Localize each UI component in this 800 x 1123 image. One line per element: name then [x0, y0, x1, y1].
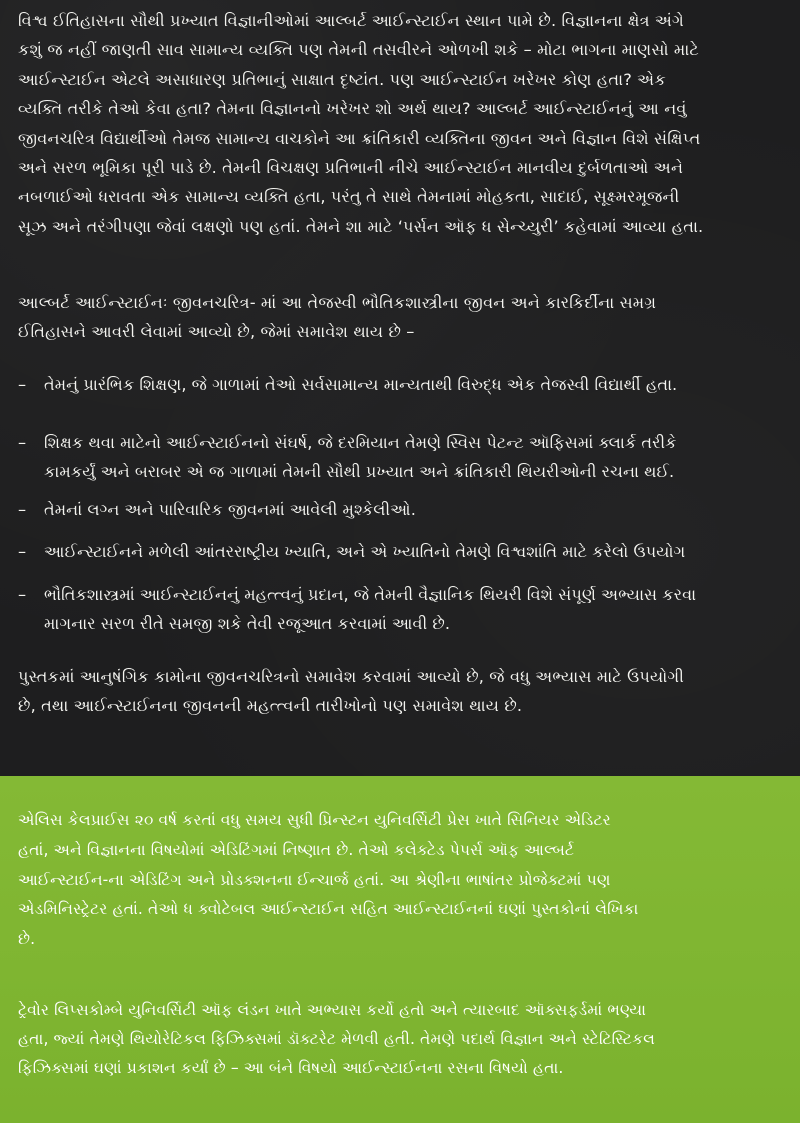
contents-intro-paragraph: [18, 288, 656, 347]
bullet-text: તેમનું પ્રારંભિક શિક્ષણ, જે ગાળામાં તેઓ સર્વસામાન્ય માન્યતાથી વિરુદ્ધ એક તેજસ્વી વિદ્યાર્થી હતા.: [44, 375, 678, 394]
text-line: ટ્રેવોર લિપ્સકોમ્બે યુનિવર્સિટી ઑફ લંડન ખાતે અભ્યાસ કર્યો હતો અને ત્યારબાદ ઑક્સફર્ડમાં ભણ્યા: [18, 1001, 647, 1019]
intro-paragraph: [18, 6, 703, 241]
bullet-text: તેમનાં લગ્ન અને પારિવારિક જીવનમાં આવેલી મુશ્કેલીઓ.: [44, 500, 416, 519]
author-bio-lipscombe: [18, 996, 655, 1084]
text-line: વિશ્વ ઈતિહાસના સૌથી પ્રખ્યાત વિજ્ઞાનીઓમાં આલ્બર્ટ આઈન્સ્ટાઈન સ્થાન પામે છે. વિજ્ઞાનના ક્ષેત્ર અંગે: [18, 11, 684, 30]
text-line: વ્યક્તિ તરીકે તેઓ કેવા હતા? તેમના વિજ્ઞાનનો ખરેખર શો અર્થ થાય? આલ્બર્ટ આઈન્સ્ટાઈનનું આ નવું: [18, 99, 687, 119]
text-line: સૂઝ અને તરંગીપણા જેવાં લક્ષણો પણ હતાં. તેમને શા માટે ‘પર્સન ઑફ ધ સેન્ચ્યુરી’ કહેવામાં આવ્યા હતા.: [18, 216, 704, 236]
bullet-text: શિક્ષક થવા માટેનો આઈન્સ્ટાઈનનો સંઘર્ષ, જે દરમિયાન તેમણે સ્વિસ પેટન્ટ ઑફિસમાં ક્લાર્ક તરીકે: [44, 433, 677, 452]
text-line: અને સરળ ભૂમિકા પૂરી પાડે છે. તેમની વિચક્ષણ પ્રતિભાની નીચે આઈન્સ્ટાઈન માનવીય દુર્બળતાઓ અને: [18, 158, 684, 178]
text-line: જીવનચરિત્ર વિદ્યાર્થીઓ તેમજ સામાન્ય વાચકોને આ ક્રાંતિકારી વ્યક્તિના જીવન અને વિજ્ઞાન વિશે સંક્ષિપ્ત: [18, 128, 701, 148]
text-line: ઈતિહાસને આવરી લેવામાં આવ્યો છે, જેમાં સમાવેશ થાય છે –: [18, 322, 415, 342]
text-line: આઈન્સ્ટાઈન-ના એડિટિંગ અને પ્રોડક્શનના ઈન્ચાર્જ હતાં. આ શ્રેણીના ભાષાંતર પ્રોજેક્ટમાં પણ: [18, 870, 611, 889]
text-line: છે, તથા આઈન્સ્ટાઈનના જીવનની મહત્ત્વની તારીખોનો પણ સમાવેશ થાય છે.: [18, 696, 523, 716]
text-line: છે.: [18, 930, 36, 949]
bullet-text: કામકર્યું અને બરાબર એ જ ગાળામાં તેમની સૌથી પ્રખ્યાત અને ક્રાંતિકારી થિયરીઓની રચના થઈ.: [44, 462, 675, 482]
text-line: એડમિનિસ્ટ્રેટર હતાં. તેઓ ધ ક્વોટેબલ આઈન્સ્ટાઈન સહિત આઈન્સ્ટાઈનનાં ઘણાં પુસ્તકોનાં લેખિકા: [18, 900, 639, 919]
author-bio-kelprice: [18, 806, 638, 955]
text-line: એલિસ કેલપ્રાઈસ ૨૦ વર્ષ કરતાં વધુ સમય સુધી પ્રિન્સ્ટન યુનિવર્સિટી પ્રેસ ખાતે સિનિયર એડિટર: [18, 811, 611, 829]
text-line: આલ્બર્ટ આઈન્સ્ટાઈનઃ જીવનચરિત્ર- માં આ તેજસ્વી ભૌતિકશાસ્ત્રીના જીવન અને કારકિર્દીના સમગ્ર: [18, 293, 657, 312]
bullet-dash: –: [18, 433, 27, 452]
bullet-dash: –: [18, 542, 27, 561]
text-line: હતા, જ્યાં તેમણે થિયોરેટિકલ ફિઝિક્સમાં ડૉક્ટરેટ મેળવી હતી. તેમણે પદાર્થ વિજ્ઞાન અને સ્ટેટિસ્ટિકલ: [18, 1030, 656, 1049]
text-line: ફિઝિક્સમાં ઘણાં પ્રકાશન કર્યાં છે – આ બંને વિષયો આઈન્સ્ટાઈનના રસના વિષયો હતા.: [18, 1059, 564, 1078]
bullet-dash: –: [18, 585, 27, 604]
bullet-dash: –: [18, 500, 27, 519]
text-line: કશું જ નહીં જાણતી સાવ સામાન્ય વ્યક્તિ પણ તેમની તસવીરને ઓળખી શકે – મોટા ભાગના માણસો માટે: [18, 40, 699, 60]
text-line: નબળાઈઓ ધરાવતા એક સામાન્ય વ્યક્તિ હતા, પરંતુ તે સાથે તેમનામાં મોહકતા, સાદાઈ, સૂક્ષ્મરમૂજની: [18, 187, 680, 207]
text-line: પુસ્તકમાં આનુષંગિક કામોના જીવનચરિત્રનો સમાવેશ કરવામાં આવ્યો છે, જે વધુ અભ્યાસ માટે ઉપયોગી: [18, 667, 684, 686]
closing-paragraph: [18, 662, 684, 721]
text-line: આઈન્સ્ટાઈન એટલે અસાધારણ પ્રતિભાનું સાક્ષાત દૃષ્ટાંત. પણ આઈન્સ્ટાઈન ખરેખર કોણ હતા? એક: [18, 69, 666, 89]
bullet-text: ભૌતિકશાસ્ત્રમાં આઈન્સ્ટાઈનનું મહત્ત્વનું પ્રદાન, જે તેમની વૈજ્ઞાનિક થિયરી વિશે સંપૂર્ણ અભ્યાસ કરવા: [44, 585, 697, 604]
text-line: હતાં, અને વિજ્ઞાનના વિષયોમાં એડિટિંગમાં નિષ્ણાત છે. તેઓ કલેક્ટેડ પેપર્સ ઑફ આલ્બર્ટ: [18, 840, 575, 859]
bullet-dash: –: [18, 375, 27, 394]
bullet-text: માગનાર સરળ રીતે સમજી શકે તેવી રજૂઆત કરવામાં આવી છે.: [44, 614, 451, 634]
bullet-text: આઈન્સ્ટાઈનને મળેલી આંતરરાષ્ટ્રીય ખ્યાતિ, અને એ ખ્યાતિનો તેમણે વિશ્વશાંતિ માટે કરેલો ઉપયોગ: [44, 542, 686, 561]
